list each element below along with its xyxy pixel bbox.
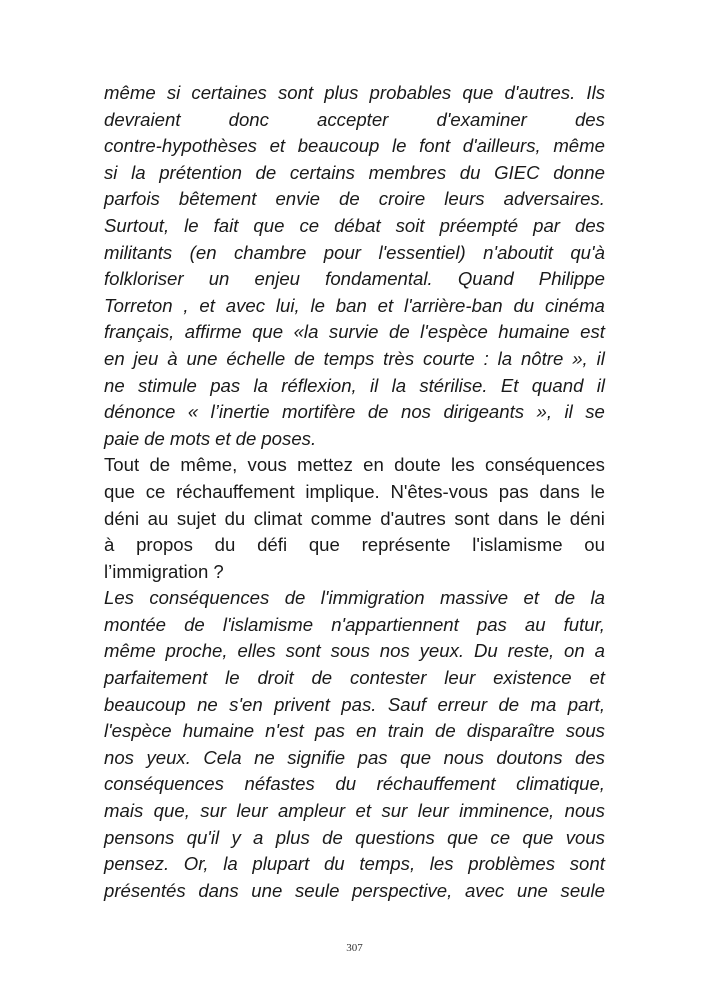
text-line: même proche, elles sont sous nos yeux. Du reste, on a bbox=[104, 640, 605, 662]
text-line: si la prétention de certains membres du GIEC donne bbox=[104, 161, 605, 183]
text-line: pensez. Or, la plupart du temps, les problèmes sont bbox=[104, 853, 605, 875]
text-line: en jeu à une échelle de temps très courte : la nôtre », il bbox=[104, 347, 605, 369]
text-line: beaucoup ne s'en privent pas. Sauf erreur de ma part, bbox=[104, 693, 605, 715]
text-line: militants (en chambre pour l'essentiel) n'aboutit qu'à bbox=[104, 241, 605, 263]
text-line: présentés dans une seule perspective, avec une seule bbox=[104, 879, 605, 901]
text-line: Surtout, le fait que ce débat soit préempté par des bbox=[104, 214, 605, 236]
page-number: 307 bbox=[346, 942, 363, 954]
text-line: paie de mots et de poses. bbox=[104, 427, 317, 449]
text-line: montée de l'islamisme n'appartiennent pas au futur, bbox=[104, 613, 605, 635]
text-line: pensons qu'il y a plus de questions que ce que vous bbox=[104, 826, 605, 848]
text-line: parfaitement le droit de contester leur existence et bbox=[104, 667, 605, 689]
text-line: Torreton , et avec lui, le ban et l'arrière-ban du cinéma bbox=[104, 294, 605, 316]
text-line: nos yeux. Cela ne signifie pas que nous doutons des bbox=[104, 746, 605, 768]
text-line: l’immigration ? bbox=[104, 560, 224, 582]
text-line: l'espèce humaine n'est pas en train de disparaître sous bbox=[104, 720, 605, 742]
text-line: à propos du défi que représente l'islamisme ou bbox=[104, 534, 605, 556]
body-text bbox=[104, 80, 605, 904]
text-line: ne stimule pas la réflexion, il la stérilise. Et quand il bbox=[104, 374, 605, 396]
text-line: français, affirme que «la survie de l'espèce humaine est bbox=[104, 321, 605, 343]
text-line: Tout de même, vous mettez en doute les conséquences bbox=[104, 454, 605, 476]
text-line: que ce réchauffement implique. N'êtes-vous pas dans le bbox=[104, 480, 605, 502]
text-line: devraient donc accepter d'examiner des bbox=[104, 108, 605, 130]
text-line: folkloriser un enjeu fondamental. Quand Philippe bbox=[104, 268, 605, 290]
paragraph bbox=[104, 452, 605, 585]
text-line: parfois bêtement envie de croire leurs adversaires. bbox=[104, 188, 605, 210]
text-line: conséquences néfastes du réchauffement climatique, bbox=[104, 773, 605, 795]
paragraph bbox=[104, 80, 605, 452]
text-line: dénonce « l’inertie mortifère de nos dirigeants », il se bbox=[104, 401, 605, 423]
text-line: déni au sujet du climat comme d'autres sont dans le déni bbox=[104, 507, 605, 529]
text-line: contre-hypothèses et beaucoup le font d'ailleurs, même bbox=[104, 135, 605, 157]
text-line: Les conséquences de l'immigration massive et de la bbox=[104, 587, 605, 609]
paragraph bbox=[104, 585, 605, 904]
text-line: même si certaines sont plus probables que d'autres. Ils bbox=[104, 82, 605, 103]
text-line: mais que, sur leur ampleur et sur leur imminence, nous bbox=[104, 800, 605, 822]
